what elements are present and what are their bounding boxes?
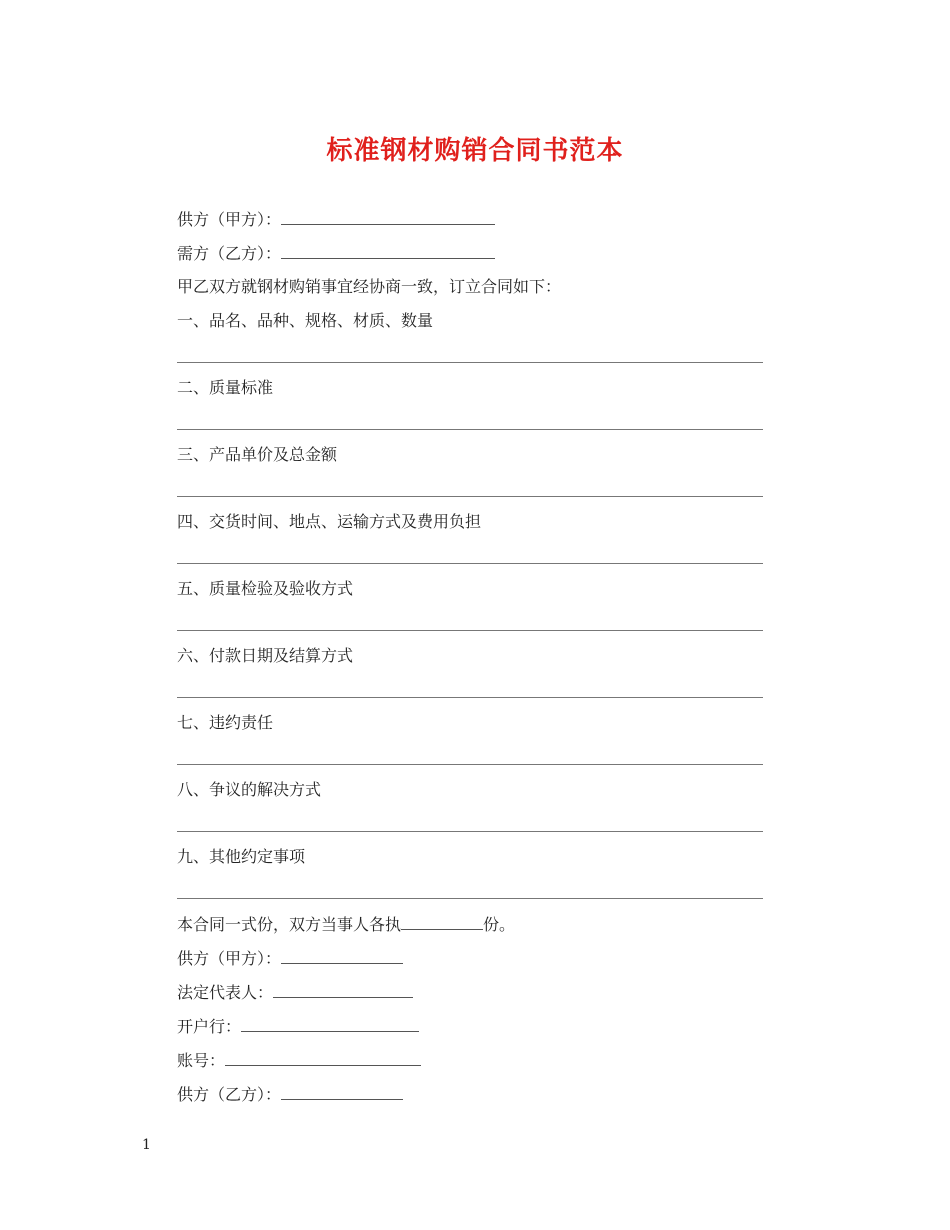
legal-rep-line — [177, 981, 413, 1004]
section-fill-line-2[interactable] — [177, 429, 763, 430]
section-heading-4: 四、交货时间、地点、运输方式及费用负担 — [177, 512, 482, 531]
section-heading-6: 六、付款日期及结算方式 — [177, 646, 354, 665]
bank-blank[interactable] — [241, 1015, 419, 1032]
section-fill-line-6[interactable] — [177, 697, 763, 698]
copies-blank[interactable] — [401, 913, 483, 930]
supplier-blank[interactable] — [281, 208, 495, 225]
supplier-label: 供方（甲方）： — [177, 210, 282, 229]
account-line — [177, 1049, 421, 1072]
sig-party-b-label: 供方（乙方）： — [177, 1085, 282, 1104]
sig-party-b-blank[interactable] — [281, 1083, 403, 1100]
copies-line — [177, 913, 515, 936]
section-fill-line-5[interactable] — [177, 630, 763, 631]
sig-party-b-line — [177, 1083, 403, 1106]
document-title: 标准钢材购销合同书范本 — [326, 136, 624, 166]
section-fill-line-9[interactable] — [177, 898, 763, 899]
section-heading-7: 七、违约责任 — [177, 713, 274, 732]
section-fill-line-3[interactable] — [177, 496, 763, 497]
buyer-blank[interactable] — [281, 242, 495, 259]
sig-supplier-blank[interactable] — [281, 947, 403, 964]
account-label: 账号： — [177, 1051, 226, 1070]
sig-supplier-label: 供方（甲方）： — [177, 949, 282, 968]
buyer-label: 需方（乙方）： — [177, 244, 282, 263]
legal-rep-label: 法定代表人： — [177, 983, 274, 1002]
bank-line — [177, 1015, 419, 1038]
section-heading-9: 九、其他约定事项 — [177, 847, 306, 866]
section-heading-1: 一、品名、品种、规格、材质、数量 — [177, 311, 434, 330]
legal-rep-blank[interactable] — [273, 981, 413, 998]
copies-suffix: 份。 — [483, 915, 516, 934]
section-fill-line-1[interactable] — [177, 362, 763, 363]
page-number: 1 — [142, 1137, 151, 1153]
copies-prefix: 本合同一式份，双方当事人各执 — [177, 915, 402, 934]
sig-supplier-line — [177, 947, 403, 970]
bank-label: 开户行： — [177, 1017, 242, 1036]
supplier-line — [177, 208, 495, 231]
section-fill-line-7[interactable] — [177, 764, 763, 765]
section-heading-3: 三、产品单价及总金额 — [177, 445, 338, 464]
account-blank[interactable] — [225, 1049, 421, 1066]
section-heading-2: 二、质量标准 — [177, 378, 274, 397]
section-fill-line-8[interactable] — [177, 831, 763, 832]
section-heading-8: 八、争议的解决方式 — [177, 780, 322, 799]
section-fill-line-4[interactable] — [177, 563, 763, 564]
intro-text: 甲乙双方就钢材购销事宜经协商一致，订立合同如下： — [177, 277, 562, 296]
buyer-line — [177, 242, 495, 265]
section-heading-5: 五、质量检验及验收方式 — [177, 579, 354, 598]
